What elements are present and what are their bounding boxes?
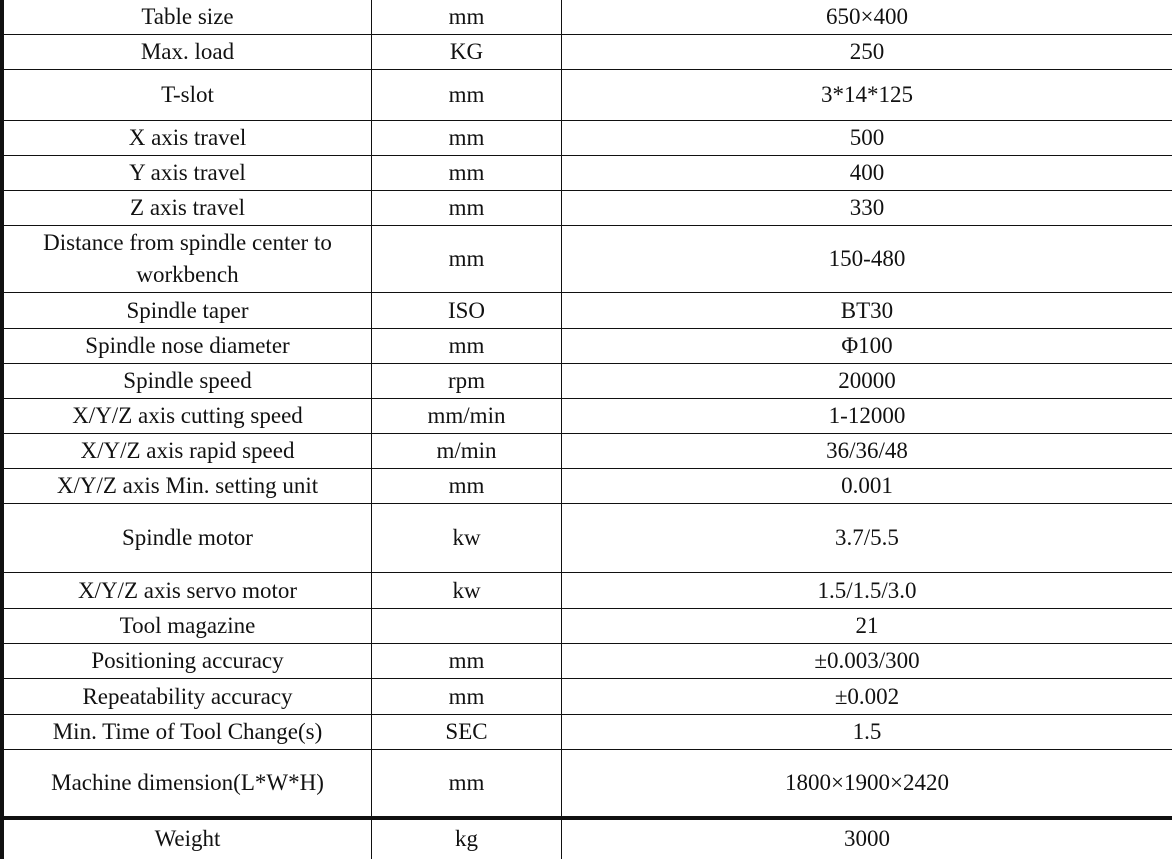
table-row	[2, 609, 1172, 644]
param-cell: Repeatability accuracy	[2, 679, 372, 715]
param-cell: Max. load	[2, 35, 372, 70]
value-cell: ±0.003/300	[562, 644, 1172, 679]
unit-cell: mm	[372, 679, 562, 715]
value-cell: 3.7/5.5	[562, 504, 1172, 573]
param-cell: Min. Time of Tool Change(s)	[2, 715, 372, 750]
value-cell: 250	[562, 35, 1172, 70]
unit-cell: mm	[372, 750, 562, 818]
table-row	[2, 469, 1172, 504]
unit-cell: rpm	[372, 364, 562, 399]
unit-cell: mm	[372, 0, 562, 35]
param-cell: X/Y/Z axis servo motor	[2, 573, 372, 609]
value-cell: Φ100	[562, 329, 1172, 364]
value-cell: 0.001	[562, 469, 1172, 504]
unit-cell: mm/min	[372, 399, 562, 434]
table-row	[2, 121, 1172, 156]
unit-cell: kw	[372, 504, 562, 573]
table-row	[2, 750, 1172, 818]
unit-cell: mm	[372, 226, 562, 293]
table-row	[2, 715, 1172, 750]
param-cell: Table size	[2, 0, 372, 35]
unit-cell: kg	[372, 818, 562, 859]
table-row	[2, 364, 1172, 399]
param-cell: Machine dimension(L*W*H)	[2, 750, 372, 818]
table-row	[2, 679, 1172, 715]
param-cell: Spindle speed	[2, 364, 372, 399]
value-cell: 650×400	[562, 0, 1172, 35]
param-cell: Weight	[2, 818, 372, 859]
unit-cell	[372, 609, 562, 644]
unit-cell: mm	[372, 70, 562, 121]
unit-cell: ISO	[372, 293, 562, 329]
unit-cell: mm	[372, 156, 562, 191]
value-cell: BT30	[562, 293, 1172, 329]
param-cell: Spindle taper	[2, 293, 372, 329]
table-row	[2, 0, 1172, 35]
table-row	[2, 191, 1172, 226]
value-cell: 20000	[562, 364, 1172, 399]
unit-cell: SEC	[372, 715, 562, 750]
table-row	[2, 70, 1172, 121]
value-cell: 1.5/1.5/3.0	[562, 573, 1172, 609]
table-row	[2, 573, 1172, 609]
unit-cell: mm	[372, 191, 562, 226]
param-cell: Tool magazine	[2, 609, 372, 644]
value-cell: 1-12000	[562, 399, 1172, 434]
table-row	[2, 399, 1172, 434]
param-cell: Distance from spindle center to workbench	[2, 226, 372, 293]
value-cell: 3000	[562, 818, 1172, 859]
value-cell: 21	[562, 609, 1172, 644]
table-row	[2, 35, 1172, 70]
value-cell: 330	[562, 191, 1172, 226]
unit-cell: mm	[372, 329, 562, 364]
value-cell: ±0.002	[562, 679, 1172, 715]
table-row	[2, 434, 1172, 469]
param-cell: Spindle nose diameter	[2, 329, 372, 364]
value-cell: 3*14*125	[562, 70, 1172, 121]
table-row	[2, 504, 1172, 573]
unit-cell: mm	[372, 469, 562, 504]
param-cell: Positioning accuracy	[2, 644, 372, 679]
value-cell: 400	[562, 156, 1172, 191]
param-cell: X/Y/Z axis cutting speed	[2, 399, 372, 434]
unit-cell: kw	[372, 573, 562, 609]
value-cell: 1.5	[562, 715, 1172, 750]
unit-cell: KG	[372, 35, 562, 70]
table-row	[2, 644, 1172, 679]
table-row	[2, 226, 1172, 293]
table-row	[2, 293, 1172, 329]
param-cell: Y axis travel	[2, 156, 372, 191]
param-cell: X/Y/Z axis Min. setting unit	[2, 469, 372, 504]
table-row	[2, 818, 1172, 859]
param-cell: X axis travel	[2, 121, 372, 156]
param-cell: Z axis travel	[2, 191, 372, 226]
value-cell: 1800×1900×2420	[562, 750, 1172, 818]
param-cell: X/Y/Z axis rapid speed	[2, 434, 372, 469]
unit-cell: mm	[372, 121, 562, 156]
param-cell: T-slot	[2, 70, 372, 121]
value-cell: 36/36/48	[562, 434, 1172, 469]
value-cell: 500	[562, 121, 1172, 156]
unit-cell: m/min	[372, 434, 562, 469]
table-row	[2, 156, 1172, 191]
spec-table-body	[2, 0, 1172, 859]
unit-cell: mm	[372, 644, 562, 679]
table-row	[2, 329, 1172, 364]
param-cell: Spindle motor	[2, 504, 372, 573]
value-cell: 150-480	[562, 226, 1172, 293]
